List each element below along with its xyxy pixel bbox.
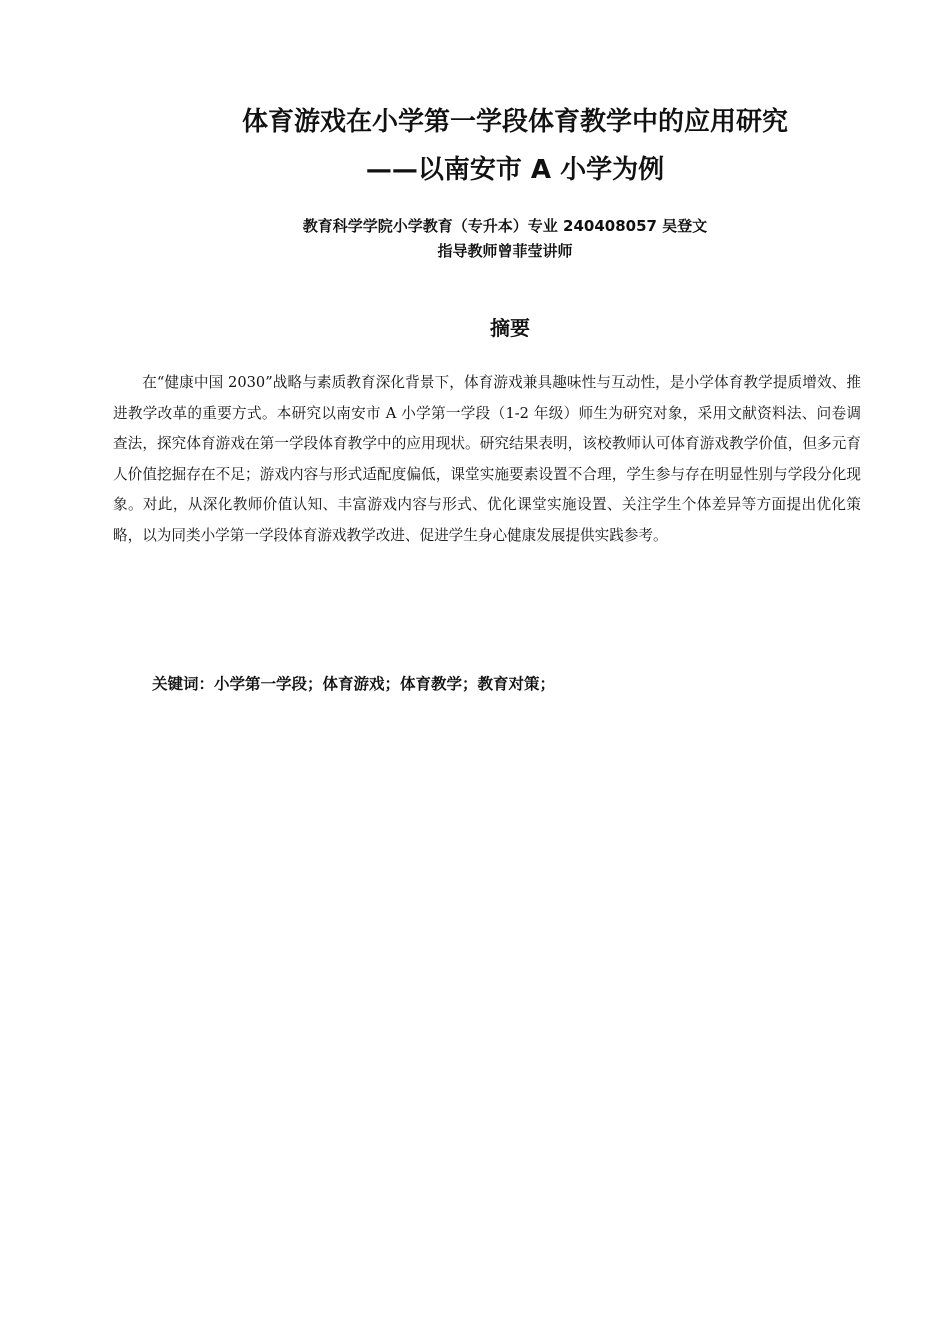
page-title: 体育游戏在小学第一学段体育教学中的应用研究 (241, 107, 788, 137)
abstract-body: 在“健康中国 2030”战略与素质教育深化背景下，体育游戏兼具趣味性与互动性，是小学体育教学提质增效、推进教学改革的重要方式。本研究以南安市 A 小学第一学段（1-2 年级）师生为研究对象，采用文献资料法、问卷调查法，探究体育游戏在第一学段体育教学中的应用现状。研究结果表明，该校教师认可体育游戏教学价值，但多元育人价值挖掘存在不足；游戏内容与形式适配度偏低，课堂实施要素设置不合理，学生参与存在明显性别与学段分化现象。对此，从深化教师价值认知、丰富游戏内容与形式、优化课堂实施设置、关注学生个体差异等方面提出优化策略，以为同类小学第一学段体育游戏教学改进、促进学生身心健康发展提供实践参考。 (113, 374, 861, 544)
advisor-line: 指导教师曾菲莹讲师 (437, 242, 573, 260)
keywords-line: 关键词：小学第一学段；体育游戏；体育教学；教育对策； (152, 675, 556, 693)
title-block (0, 98, 950, 194)
author-info (0, 214, 950, 264)
author-line: 教育科学学院小学教育（专升本）专业 240408057 吴登文 (302, 217, 708, 235)
abstract-heading-text: 摘要 (490, 316, 530, 340)
abstract-heading (0, 314, 950, 342)
page-subtitle: ——以南安市 A 小学为例 (365, 155, 665, 185)
